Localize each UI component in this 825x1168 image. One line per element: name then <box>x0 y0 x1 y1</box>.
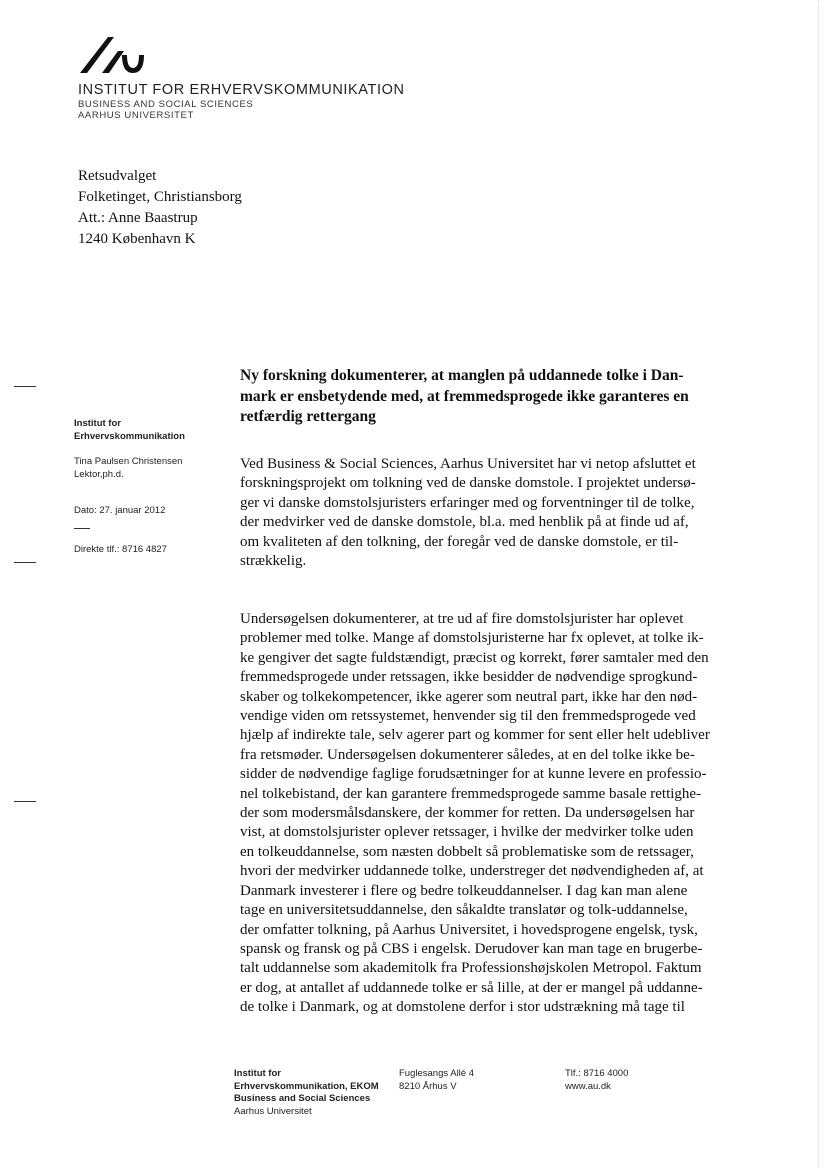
sender-title: Lektor,ph.d. <box>74 468 124 480</box>
recipient-line: Att.: Anne Baastrup <box>78 210 198 226</box>
headline-line: Ny forskning dokumenterer, at manglen på uddannede tolke i Dan- <box>240 367 684 384</box>
text-line: problemer med tolke. Mange af domstolsjuristerne har fx oplevet, at tolke ik- <box>240 630 704 647</box>
text-line: talt uddannelse som akademitolk fra Professionshøjskolen Metropol. Faktum <box>240 960 702 977</box>
body-paragraph-2 <box>240 610 740 1018</box>
fold-mark <box>14 562 36 563</box>
footer-institute <box>234 1068 379 1118</box>
recipient-line: Folketinget, Christiansborg <box>78 189 242 205</box>
body-paragraph-1 <box>240 455 740 571</box>
scan-edge <box>818 0 819 1168</box>
recipient-line: Retsudvalget <box>78 168 157 184</box>
sender-name: Tina Paulsen Christensen <box>74 456 183 467</box>
recipient-address <box>78 166 242 250</box>
text-line: fra retsmøder. Undersøgelsen dokumenterer således, at en del tolke ikke be- <box>240 746 695 763</box>
footer-contact <box>565 1068 628 1093</box>
fold-mark <box>14 801 36 802</box>
text-line: spansk og fransk og på CBS i engelsk. Derudover kan man tage en brugerbe- <box>240 940 703 957</box>
university-name: AARHUS UNIVERSITET <box>78 110 194 121</box>
text-line: Danmark investerer i flere og bedre tolkeuddannelser. I dag kan man alene <box>240 882 688 899</box>
text-line: der som modersmålsdanskere, der kommer for retten. Da undersøgelsen har <box>240 805 695 822</box>
footer-line: Business and Social Sciences <box>234 1093 371 1104</box>
text-line: hvori der medvirker uddannede tolke, understreger det nødvendigheden af, at <box>240 863 704 880</box>
footer-line: 8210 Århus V <box>399 1080 457 1092</box>
recipient-line: 1240 København K <box>78 231 196 247</box>
institute-name: INSTITUT FOR ERHVERVSKOMMUNIKATION <box>78 82 405 98</box>
letter-date: Dato: 27. januar 2012 <box>74 505 166 516</box>
text-line: nel tolkebistand, der kan garantere fremmedsprogede samme basale rettighe- <box>240 785 702 802</box>
footer-line: Erhvervskommunikation, EKOM <box>234 1080 379 1092</box>
text-line: der medvirker ved de danske domstole, bl.a. med henblik på at finde ud af, <box>240 514 689 531</box>
text-line: hjælp af indirekte tale, selv agerer part og kommer for sent eller helt udebliver <box>240 727 710 744</box>
text-line: forskningsprojekt om tolkning ved de danske domstole. I projektet undersø- <box>240 475 696 492</box>
footer-website: www.au.dk <box>565 1080 611 1092</box>
text-line: sidder de nødvendige faglige forudsætninger for at kunne levere en professio- <box>240 766 707 783</box>
text-line: fremmedsprogede under retssagen, ikke besidder de nødvendige sprogkund- <box>240 669 698 686</box>
text-line: der omfatter tolkning, på Aarhus Universitet, i hovedsprogene engelsk, tysk, <box>240 921 698 938</box>
info-separator <box>74 528 90 529</box>
sender-dept-line: Institut for <box>74 418 121 429</box>
text-line: strækkelig. <box>240 553 307 570</box>
sender-phone: Direkte tlf.: 8716 4827 <box>74 544 167 555</box>
headline-line: mark er ensbetydende med, at fremmedsprogede ikke garanteres en <box>240 387 689 405</box>
sender-dept-line: Erhvervskommunikation <box>74 430 185 442</box>
text-line: vist, at domstolsjurister oplever retssager, i hvilke der medvirker tolke uden <box>240 824 694 841</box>
footer-line: Aarhus Universitet <box>234 1105 312 1117</box>
text-line: er dog, at antallet af uddannede tolke er så lille, at der er mangel på uddanne- <box>240 979 703 996</box>
footer-phone: Tlf.: 8716 4000 <box>565 1068 629 1079</box>
footer-line: Fuglesangs Allé 4 <box>399 1068 474 1079</box>
faculty-name: BUSINESS AND SOCIAL SCIENCES <box>78 99 254 110</box>
headline-line: retfærdig rettergang <box>240 408 376 425</box>
footer-line: Institut for <box>234 1068 281 1079</box>
sender-person <box>74 456 182 481</box>
university-logo-icon <box>78 33 146 75</box>
text-line: vendige viden om retssystemet, henvender sig til den fremmedsprogede ved <box>240 708 696 725</box>
text-line: ger vi danske domstolsjuristers erfaringer med og forventninger til de tolke, <box>240 494 695 511</box>
sender-department <box>74 418 185 443</box>
footer-address <box>399 1068 474 1093</box>
text-line: Undersøgelsen dokumenterer, at tre ud af fire domstolsjurister har oplevet <box>240 611 684 627</box>
fold-mark <box>14 386 36 387</box>
text-line: Ved Business & Social Sciences, Aarhus Universitet har vi netop afsluttet et <box>240 456 696 472</box>
text-line: ke gengiver det sagte fuldstændigt, præcist og korrekt, fører samtaler med den <box>240 649 709 666</box>
text-line: skaber og tolkekompetencer, ikke agerer som neutral part, ikke har den nød- <box>240 688 698 705</box>
text-line: om kvaliteten af den tolkning, der foregår ved de danske domstole, er til- <box>240 533 679 550</box>
text-line: en tolkeuddannelse, som næsten dobbelt så problematiske som de retssager, <box>240 843 694 860</box>
letter-headline <box>240 366 760 428</box>
text-line: de tolke i Danmark, og at domstolene derfor i stor udstrækning må tage til <box>240 999 685 1016</box>
text-line: tage en universitetsuddannelse, den såkaldte translatør og tolk-uddannelse, <box>240 902 688 919</box>
